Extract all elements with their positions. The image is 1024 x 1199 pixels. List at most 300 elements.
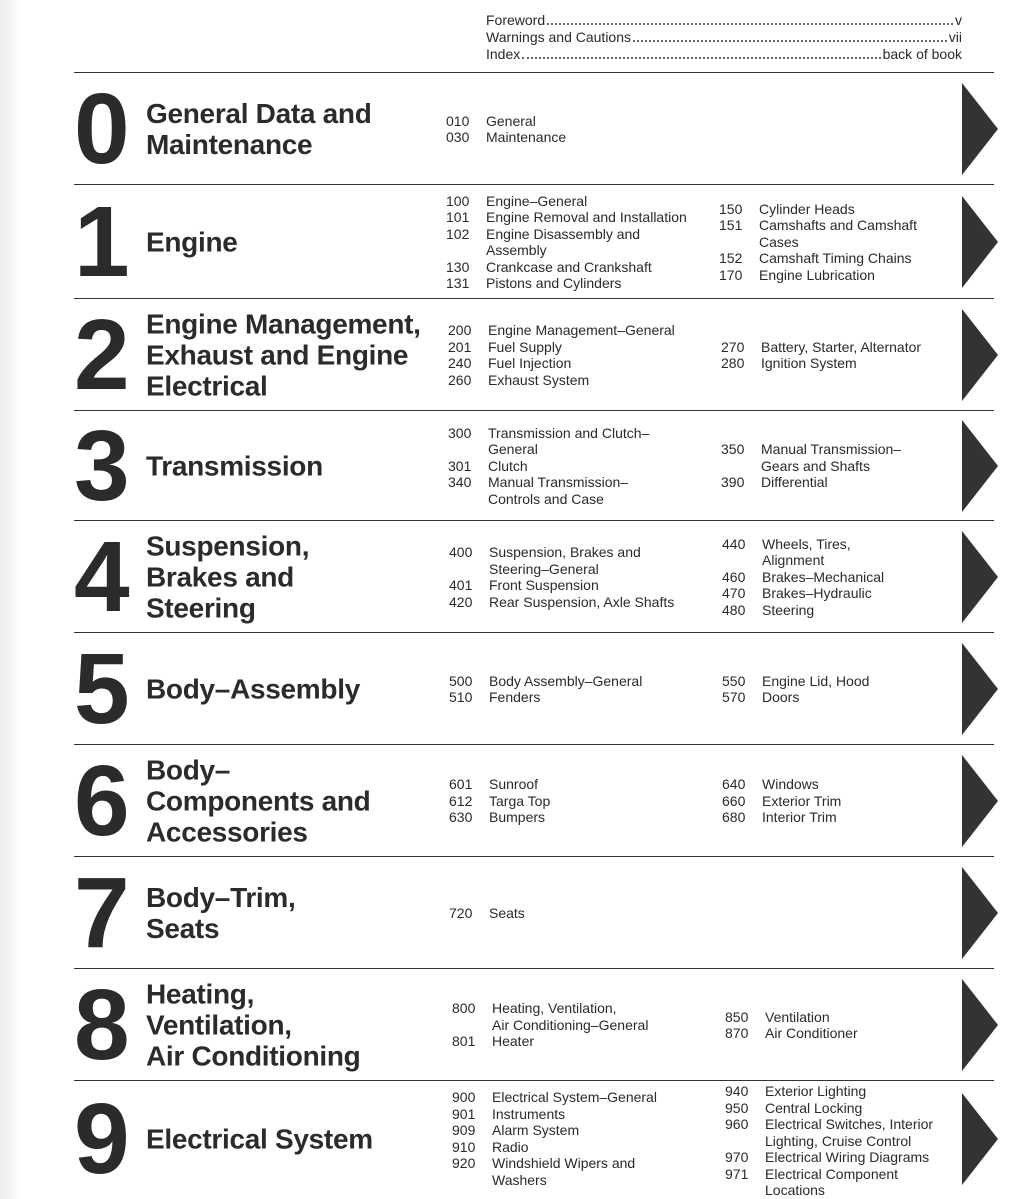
topic-entry[interactable] <box>452 1122 657 1139</box>
section-title-line: Engine <box>146 226 238 258</box>
topic-entry[interactable] <box>725 1009 858 1026</box>
topic-entry[interactable] <box>722 585 884 602</box>
topic-code: 971 <box>725 1165 749 1182</box>
topic-code: 030 <box>446 129 470 145</box>
topic-name <box>761 339 921 356</box>
right-topic-column <box>722 673 869 706</box>
topic-code: 010 <box>446 112 470 129</box>
topic-name-line: Locations <box>765 1182 825 1198</box>
section-number: 2 <box>74 299 128 411</box>
topic-name-line: Windows <box>762 776 819 793</box>
topic-entry[interactable] <box>719 217 917 250</box>
topic-entry[interactable] <box>722 536 884 569</box>
topic-entry[interactable] <box>725 1149 933 1166</box>
topic-entry[interactable] <box>448 474 649 507</box>
topic-entry[interactable] <box>725 1166 933 1199</box>
topic-code: 401 <box>449 577 473 593</box>
topic-name <box>488 458 528 475</box>
section-tab-arrow-icon[interactable] <box>962 309 998 401</box>
topic-name <box>489 544 641 577</box>
topic-name-line: Central Locking <box>765 1099 863 1116</box>
topic-name <box>492 1122 579 1139</box>
topic-name <box>489 673 642 690</box>
topic-name-line: Engine Lid, Hood <box>762 672 870 689</box>
topic-name <box>765 1025 858 1042</box>
section-number: 3 <box>74 410 128 522</box>
right-topic-column <box>722 536 884 619</box>
topic-name-line: Brakes–Mechanical <box>762 568 885 585</box>
topic-code: 201 <box>448 338 472 355</box>
topic-name-line: General <box>488 441 538 458</box>
topic-name-line: Bumpers <box>489 809 546 826</box>
topic-entry[interactable] <box>449 793 550 810</box>
section-title-line: Brakes and <box>146 561 294 593</box>
left-topic-column <box>449 673 642 706</box>
topic-code: 800 <box>452 1000 476 1017</box>
section-number: 5 <box>74 633 128 745</box>
section-number: 7 <box>74 857 128 969</box>
topic-name-line: Engine–General <box>486 192 588 209</box>
section-tab-arrow-icon[interactable] <box>962 83 998 175</box>
topic-entry[interactable] <box>448 322 675 339</box>
topic-name <box>489 577 599 594</box>
front-matter-page: back of book <box>882 46 962 62</box>
section-number: 6 <box>74 745 128 857</box>
topic-name-line: Exterior Trim <box>762 792 842 809</box>
topic-name-line: Electrical System–General <box>492 1089 657 1105</box>
topic-name-line: Battery, Starter, Alternator <box>761 338 922 355</box>
section-title[interactable] <box>146 882 446 944</box>
topic-name-line: General <box>486 112 536 129</box>
front-matter-label: Foreword <box>486 12 546 28</box>
topic-name <box>488 355 571 372</box>
topic-name-line: Electrical Wiring Diagrams <box>765 1149 930 1165</box>
topic-name <box>765 1149 929 1166</box>
right-topic-column <box>721 339 921 372</box>
topic-entry[interactable] <box>722 569 884 586</box>
dot-leader <box>522 57 880 59</box>
topic-entry[interactable] <box>722 793 841 810</box>
section-tab-arrow-icon[interactable] <box>962 196 998 288</box>
topic-name-line: Camshafts and Camshaft <box>759 217 917 234</box>
topic-code: 480 <box>722 601 746 618</box>
section-tab-arrow-icon[interactable] <box>962 1093 998 1185</box>
topic-name-line: Exhaust System <box>488 371 590 388</box>
front-matter-label: Index <box>486 46 521 62</box>
topic-code: 240 <box>448 355 472 371</box>
topic-name-line: Air Conditioning–General <box>492 1016 649 1033</box>
topic-entry[interactable] <box>719 201 917 218</box>
topic-entry[interactable] <box>721 474 901 491</box>
topic-code: 400 <box>449 544 473 560</box>
topic-name-line: Instruments <box>492 1105 566 1122</box>
topic-code: 612 <box>449 792 473 809</box>
topic-code: 460 <box>722 568 746 585</box>
section-title-line: General Data and <box>146 98 372 129</box>
front-matter-label: Warnings and Cautions <box>486 29 632 45</box>
left-topic-column <box>446 113 566 146</box>
topic-name <box>762 536 851 569</box>
topic-code: 100 <box>446 192 470 209</box>
section-title-line: Maintenance <box>146 129 313 160</box>
topic-name <box>761 441 901 474</box>
section-title[interactable] <box>146 1123 446 1154</box>
section-1 <box>74 184 994 299</box>
topic-name-line: Heater <box>492 1033 535 1050</box>
topic-name-line: Assembly <box>486 242 547 258</box>
topic-name <box>489 689 540 706</box>
section-title-line: Suspension, <box>146 530 310 562</box>
section-tab-arrow-icon[interactable] <box>962 867 998 959</box>
topic-name <box>486 113 536 130</box>
section-tab-arrow-icon[interactable] <box>962 531 998 623</box>
topic-entry[interactable] <box>722 602 884 619</box>
topic-entry[interactable] <box>449 809 550 826</box>
topic-name-line: Interior Trim <box>762 809 837 826</box>
topic-name-line: Steering <box>762 601 815 618</box>
topic-code: 151 <box>719 217 743 234</box>
topic-entry[interactable] <box>448 458 649 475</box>
topic-name-line: Sunroof <box>489 776 539 793</box>
topic-name <box>489 776 538 793</box>
section-title[interactable] <box>146 451 446 482</box>
topic-entry[interactable] <box>448 425 649 458</box>
topic-entry[interactable] <box>446 259 687 276</box>
topic-name <box>488 425 649 458</box>
topic-entry[interactable] <box>449 689 642 706</box>
topic-entry[interactable] <box>452 1033 648 1050</box>
topic-code: 260 <box>448 371 472 388</box>
section-title[interactable] <box>146 227 446 258</box>
section-tab-arrow-icon[interactable] <box>962 755 998 847</box>
topic-name <box>486 259 652 276</box>
section-title-line: Exhaust and Engine <box>146 339 409 371</box>
topic-code: 550 <box>722 672 746 689</box>
topic-entry[interactable] <box>721 441 901 474</box>
section-title-line: Accessories <box>146 816 308 848</box>
topic-name <box>486 209 687 226</box>
topic-code: 960 <box>725 1116 749 1132</box>
left-topic-column <box>448 425 649 508</box>
left-topic-column <box>452 1000 648 1050</box>
topic-name-line: Body Assembly–General <box>489 672 643 689</box>
section-number: 1 <box>74 186 128 298</box>
topic-code: 150 <box>719 200 743 217</box>
section-title-line: Body–Assembly <box>146 673 360 705</box>
left-topic-column <box>446 193 687 292</box>
topic-code: 910 <box>452 1138 476 1155</box>
topic-code: 131 <box>446 275 470 291</box>
topic-entry[interactable] <box>452 1139 657 1156</box>
topic-name <box>492 1033 534 1050</box>
topic-code: 870 <box>725 1025 749 1041</box>
topic-entry[interactable] <box>452 1089 657 1106</box>
topic-code: 500 <box>449 672 473 689</box>
section-title-line: Air Conditioning <box>146 1040 361 1072</box>
topic-code: 680 <box>722 809 746 826</box>
topic-entry[interactable] <box>449 594 674 611</box>
dot-leader <box>633 40 947 42</box>
topic-entry[interactable] <box>722 776 841 793</box>
front-matter-list <box>486 12 962 63</box>
section-title-line: Body– <box>146 754 231 786</box>
topic-name-line: Alarm System <box>492 1122 580 1138</box>
section-3 <box>74 410 994 521</box>
topic-name-line: Clutch <box>488 457 528 474</box>
topic-name <box>486 129 566 146</box>
section-title-line: Electrical System <box>146 1123 373 1154</box>
topic-name <box>765 1009 830 1026</box>
topic-code: 950 <box>725 1099 749 1116</box>
topic-name <box>765 1116 933 1149</box>
topic-entry[interactable] <box>448 355 675 372</box>
dot-leader <box>547 23 953 25</box>
topic-name-line: Radio <box>492 1138 529 1155</box>
topic-name <box>761 474 828 491</box>
section-6 <box>74 744 994 857</box>
topic-name-line: Camshaft Timing Chains <box>759 250 912 267</box>
topic-name <box>762 585 872 602</box>
section-9 <box>74 1080 994 1196</box>
topic-code: 152 <box>719 250 743 267</box>
topic-entry[interactable] <box>449 776 550 793</box>
topic-name-line: Electrical Component <box>765 1165 899 1182</box>
topic-name-line: Manual Transmission– <box>761 441 902 458</box>
topic-code: 101 <box>446 209 470 225</box>
section-0 <box>74 72 994 185</box>
topic-name-line: Differential <box>761 474 828 491</box>
topic-name <box>759 217 917 250</box>
section-tab-arrow-icon[interactable] <box>962 420 998 512</box>
topic-code: 340 <box>448 474 472 491</box>
topic-entry[interactable] <box>446 129 566 146</box>
topic-name <box>759 267 875 284</box>
topic-name-line: Seats <box>489 904 525 921</box>
topic-code: 280 <box>721 355 745 371</box>
section-number: 8 <box>74 969 128 1081</box>
topic-entry[interactable] <box>449 544 674 577</box>
section-tab-arrow-icon[interactable] <box>962 643 998 735</box>
section-4 <box>74 520 994 633</box>
topic-name-line: Cylinder Heads <box>759 200 855 217</box>
topic-name-line: Lighting, Cruise Control <box>765 1132 912 1149</box>
topic-entry[interactable] <box>725 1100 933 1117</box>
topic-name <box>762 793 841 810</box>
topic-name <box>765 1166 898 1199</box>
topic-name-line: Rear Suspension, Axle Shafts <box>489 593 675 610</box>
topic-name-line: Pistons and Cylinders <box>486 275 622 291</box>
section-title-line: Electrical <box>146 370 268 402</box>
topic-code: 920 <box>452 1155 476 1171</box>
topic-name-line: Alignment <box>762 552 825 569</box>
topic-entry[interactable] <box>719 267 917 284</box>
topic-name-line: Fuel Injection <box>488 355 572 371</box>
topic-entry[interactable] <box>725 1116 933 1149</box>
topic-name <box>762 689 799 706</box>
right-topic-column <box>725 1083 933 1199</box>
section-title[interactable] <box>146 309 446 402</box>
topic-entry[interactable] <box>446 113 566 130</box>
topic-name-line: Steering–General <box>489 560 599 577</box>
section-title-line: Steering <box>146 592 256 624</box>
section-title-line: Ventilation, <box>146 1009 292 1041</box>
section-title-line: Heating, <box>146 978 255 1010</box>
section-number: 0 <box>74 73 128 185</box>
left-topic-column <box>449 776 550 826</box>
topic-entry[interactable] <box>449 577 674 594</box>
topic-name-line: Engine Lubrication <box>759 266 875 283</box>
topic-name <box>492 1106 565 1123</box>
topic-code: 660 <box>722 792 746 809</box>
topic-entry[interactable] <box>725 1025 858 1042</box>
topic-name <box>762 602 814 619</box>
topic-name <box>762 776 819 793</box>
topic-name <box>492 1000 648 1033</box>
topic-name-line: Suspension, Brakes and <box>489 544 641 560</box>
topic-name-line: Air Conditioner <box>765 1025 858 1041</box>
topic-entry[interactable] <box>452 1000 648 1033</box>
left-topic-column <box>449 544 674 610</box>
topic-name <box>765 1083 866 1100</box>
section-title[interactable] <box>146 98 446 160</box>
topic-entry[interactable] <box>448 372 675 389</box>
topic-name <box>488 474 628 507</box>
section-5 <box>74 632 994 745</box>
topic-name-line: Washers <box>492 1171 547 1188</box>
left-topic-column <box>452 1089 657 1188</box>
right-topic-column <box>722 776 841 826</box>
topic-entry[interactable] <box>446 226 687 259</box>
topic-name-line: Ignition System <box>761 355 857 371</box>
topic-entry[interactable] <box>722 673 869 690</box>
topic-name <box>759 201 855 218</box>
topic-name <box>762 673 869 690</box>
section-title[interactable] <box>146 979 446 1072</box>
topic-name <box>761 355 857 372</box>
topic-name <box>762 809 837 826</box>
front-matter-row[interactable] <box>486 29 962 46</box>
topic-name-line: Fuel Supply <box>488 338 562 355</box>
right-topic-column <box>721 441 901 491</box>
section-number: 4 <box>74 521 128 633</box>
topic-entry[interactable] <box>449 905 525 922</box>
topic-name-line: Front Suspension <box>489 577 599 593</box>
topic-entry[interactable] <box>448 339 675 356</box>
section-title-line: Body–Trim, <box>146 882 296 913</box>
topic-name-line: Crankcase and Crankshaft <box>486 258 652 275</box>
topic-entry[interactable] <box>725 1083 933 1100</box>
section-title[interactable] <box>146 674 446 705</box>
topic-name <box>492 1155 635 1188</box>
right-topic-column <box>719 201 917 284</box>
topic-code: 301 <box>448 457 472 474</box>
topic-code: 601 <box>449 776 473 793</box>
topic-name <box>486 226 640 259</box>
topic-code: 801 <box>452 1033 476 1050</box>
topic-code: 470 <box>722 585 746 602</box>
topic-name-line: Controls and Case <box>488 490 604 507</box>
topic-name <box>759 250 912 267</box>
topic-entry[interactable] <box>721 355 921 372</box>
topic-name-line: Cases <box>759 233 799 250</box>
topic-name <box>488 372 589 389</box>
topic-entry[interactable] <box>722 809 841 826</box>
topic-name-line: Fenders <box>489 689 541 705</box>
topic-code: 300 <box>448 424 472 441</box>
section-number: 9 <box>74 1082 128 1195</box>
section-title[interactable] <box>146 755 446 848</box>
section-title-line: Seats <box>146 913 220 944</box>
topic-code: 170 <box>719 266 743 283</box>
topic-name-line: Exterior Lighting <box>765 1083 867 1099</box>
topic-name-line: Heating, Ventilation, <box>492 1000 617 1017</box>
topic-name-line: Windshield Wipers and <box>492 1155 636 1171</box>
section-7 <box>74 856 994 969</box>
topic-code: 940 <box>725 1083 749 1099</box>
section-tab-arrow-icon[interactable] <box>962 979 998 1071</box>
topic-entry[interactable] <box>446 193 687 210</box>
topic-entry[interactable] <box>452 1106 657 1123</box>
topic-name <box>486 275 621 292</box>
section-title-line: Components and <box>146 785 371 817</box>
topic-name-line: Engine Disassembly and <box>486 225 641 242</box>
topic-name <box>489 905 525 922</box>
section-title[interactable] <box>146 531 446 624</box>
topic-name <box>488 339 562 356</box>
topic-code: 440 <box>722 535 746 552</box>
topic-code: 130 <box>446 258 470 275</box>
topic-entry[interactable] <box>721 339 921 356</box>
topic-code: 102 <box>446 225 470 242</box>
topic-name <box>489 594 674 611</box>
topic-name-line: Engine Management–General <box>488 322 675 338</box>
topic-entry[interactable] <box>719 250 917 267</box>
topic-code: 630 <box>449 809 473 826</box>
left-topic-column <box>448 322 675 388</box>
topic-name-line: Gears and Shafts <box>761 457 870 474</box>
front-matter-row[interactable] <box>486 46 962 63</box>
topic-code: 900 <box>452 1089 476 1105</box>
section-8 <box>74 968 994 1081</box>
topic-name-line: Electrical Switches, Interior <box>765 1116 934 1132</box>
topic-code: 640 <box>722 776 746 793</box>
right-topic-column <box>725 1009 858 1042</box>
topic-name <box>492 1089 657 1106</box>
topic-code: 850 <box>725 1008 749 1025</box>
topic-name <box>488 322 675 339</box>
front-matter-row[interactable] <box>486 12 962 29</box>
topic-name <box>489 809 545 826</box>
topic-name-line: Ventilation <box>765 1008 830 1025</box>
topic-name <box>492 1139 529 1156</box>
topic-entry[interactable] <box>452 1155 657 1188</box>
topic-code: 901 <box>452 1105 476 1122</box>
topic-name-line: Maintenance <box>486 129 567 145</box>
section-title-line: Engine Management, <box>146 308 421 340</box>
topic-name-line: Transmission and Clutch– <box>488 424 650 441</box>
topic-entry[interactable] <box>449 673 642 690</box>
topic-name <box>762 569 884 586</box>
topic-code: 909 <box>452 1122 476 1138</box>
topic-code: 390 <box>721 474 745 491</box>
topic-entry[interactable] <box>722 689 869 706</box>
topic-name-line: Doors <box>762 689 800 705</box>
topic-entry[interactable] <box>446 275 687 292</box>
topic-code: 350 <box>721 441 745 458</box>
topic-entry[interactable] <box>446 209 687 226</box>
front-matter-page: v <box>955 12 962 28</box>
topic-name-line: Manual Transmission– <box>488 474 629 491</box>
